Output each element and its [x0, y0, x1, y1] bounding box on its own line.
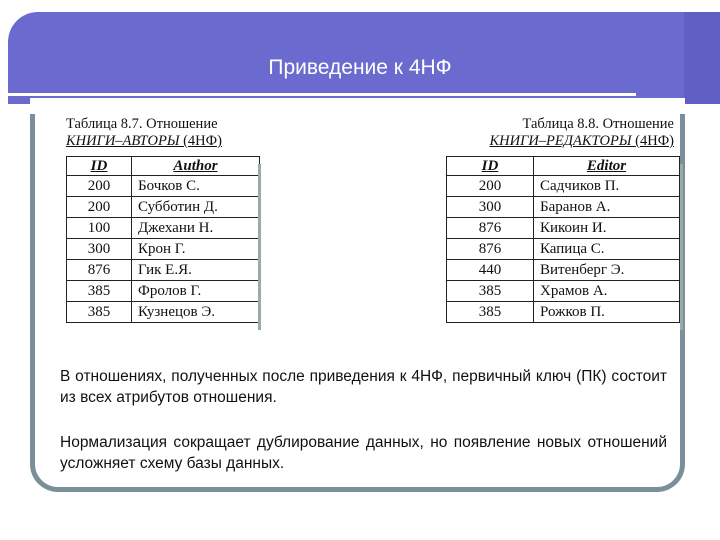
name-cell: Бочков С.: [132, 176, 260, 197]
name-cell: Капица С.: [534, 239, 680, 260]
table1-caption: Таблица 8.7. Отношение: [66, 116, 218, 132]
column-header: ID: [67, 157, 132, 176]
table-row: [447, 176, 680, 197]
name-cell: Кузнецов Э.: [132, 302, 260, 323]
name-cell: Крон Г.: [132, 239, 260, 260]
table1-relation-name: КНИГИ–АВТОРЫ (4НФ): [66, 133, 222, 149]
id-cell: 385: [447, 281, 534, 302]
table-row: [447, 218, 680, 239]
id-cell: 200: [67, 197, 132, 218]
column-header: ID: [447, 157, 534, 176]
paragraph-pk: В отношениях, полученных после приведения к 4НФ, первичный ключ (ПК) состоит из всех атрибутов отношения.: [60, 368, 667, 406]
id-cell: 385: [67, 281, 132, 302]
table-knigi-avtory: [66, 116, 260, 323]
name-cell: Витенберг Э.: [534, 260, 680, 281]
name-cell: Храмов А.: [534, 281, 680, 302]
table-row: [447, 197, 680, 218]
id-cell: 200: [67, 176, 132, 197]
name-cell: Рожков П.: [534, 302, 680, 323]
id-cell: 100: [67, 218, 132, 239]
table2-caption: Таблица 8.8. Отношение: [522, 116, 674, 132]
id-cell: 385: [67, 302, 132, 323]
table1-shadow: [258, 164, 261, 330]
name-cell: Садчиков П.: [534, 176, 680, 197]
table-row: [67, 260, 260, 281]
id-cell: 440: [447, 260, 534, 281]
name-cell: Кикоин И.: [534, 218, 680, 239]
slide-title: Приведение к 4НФ: [268, 56, 452, 79]
id-cell: 876: [447, 239, 534, 260]
table2-relation-name: КНИГИ–РЕДАКТОРЫ (4НФ): [489, 133, 674, 149]
relation-table: [66, 156, 260, 323]
table-row: [447, 239, 680, 260]
frame-top-cover: [30, 98, 685, 114]
table-row: [67, 176, 260, 197]
column-header: Author: [132, 157, 260, 176]
table-row: [67, 218, 260, 239]
id-cell: 385: [447, 302, 534, 323]
slide-header: [0, 0, 720, 104]
table-row: [447, 302, 680, 323]
table2-shadow: [680, 164, 683, 330]
id-cell: 300: [67, 239, 132, 260]
name-cell: Баранов А.: [534, 197, 680, 218]
table-row: [447, 281, 680, 302]
name-cell: Субботин Д.: [132, 197, 260, 218]
table-row: [67, 302, 260, 323]
name-cell: Джехани Н.: [132, 218, 260, 239]
name-cell: Фролов Г.: [132, 281, 260, 302]
id-cell: 876: [447, 218, 534, 239]
name-cell: Гик Е.Я.: [132, 260, 260, 281]
id-cell: 200: [447, 176, 534, 197]
table-row: [67, 239, 260, 260]
relation-table: [446, 156, 680, 323]
column-header: Editor: [534, 157, 680, 176]
title-underline: [0, 93, 636, 96]
table-row: [447, 260, 680, 281]
table-row: [67, 281, 260, 302]
table-row: [67, 197, 260, 218]
id-cell: 876: [67, 260, 132, 281]
table-knigi-redaktory: [446, 116, 680, 323]
paragraph-normalization: Нормализация сокращает дублирование данных, но появление новых отношений усложняет схему базы данных.: [60, 434, 667, 472]
id-cell: 300: [447, 197, 534, 218]
